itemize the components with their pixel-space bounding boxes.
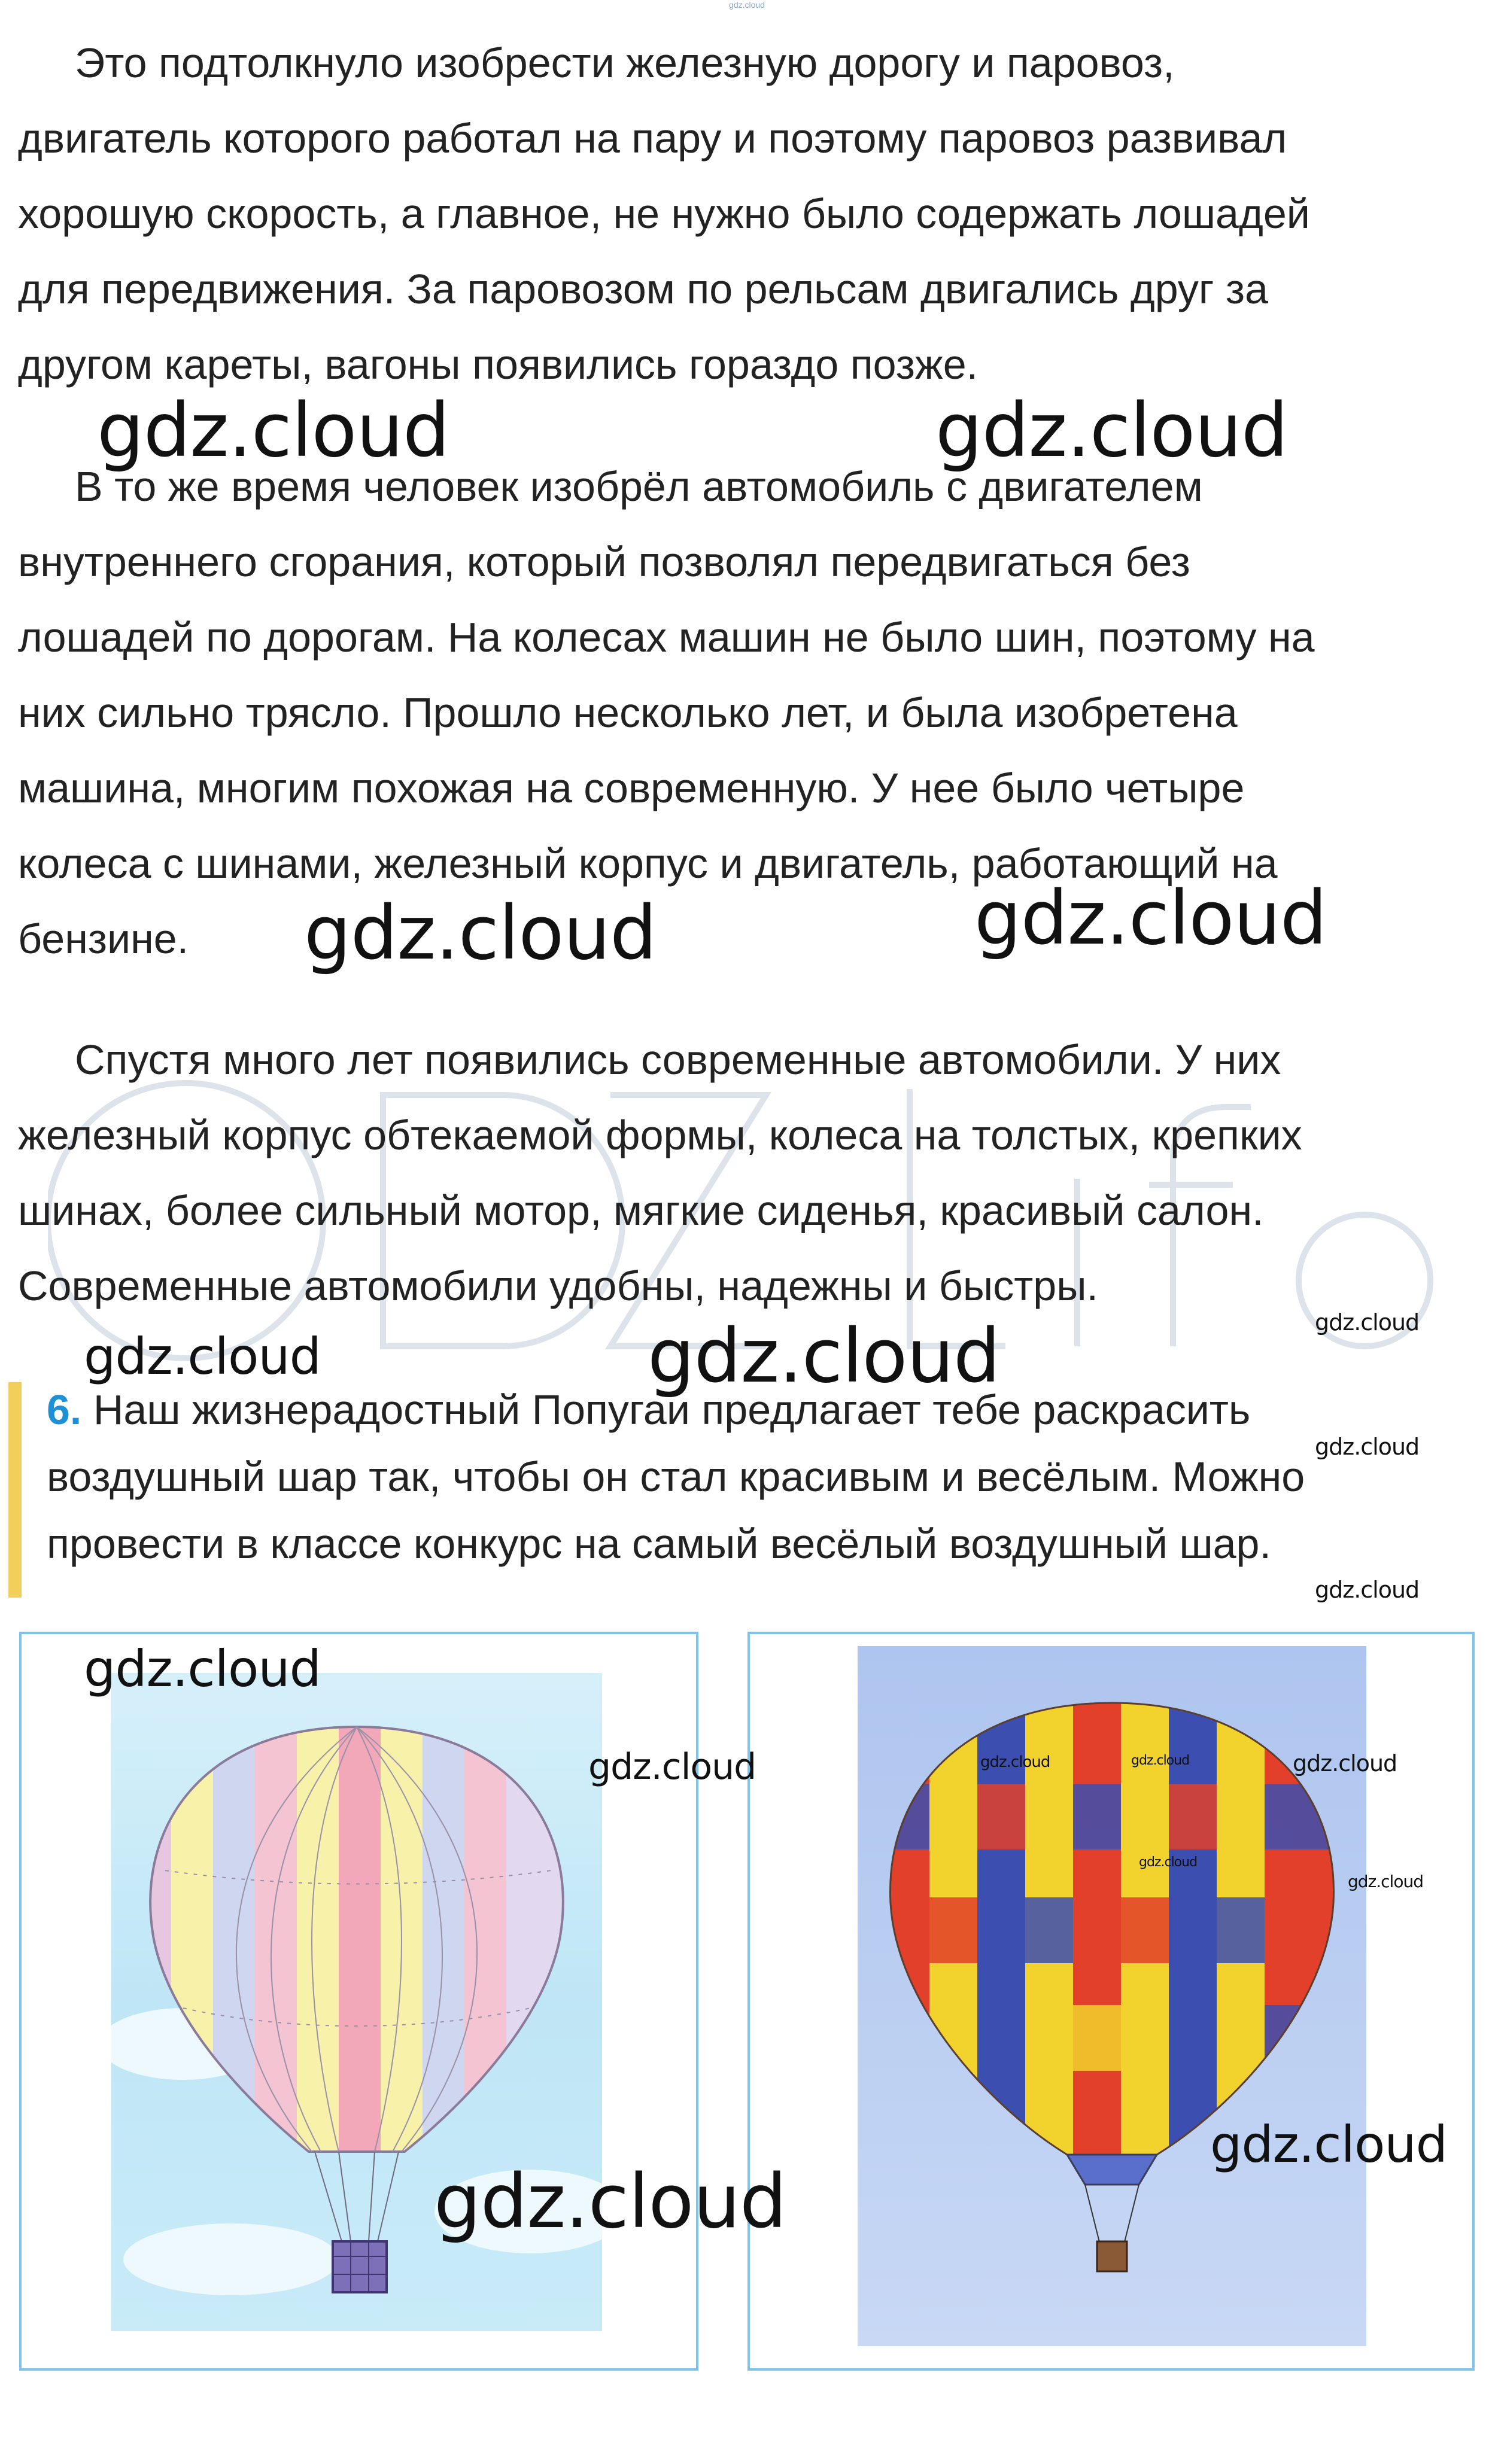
watermark-text: gdz.cloud <box>974 875 1327 962</box>
task-number: 6. <box>47 1386 82 1433</box>
paragraph-line: другом кареты, вагоны появились гораздо позже. <box>18 341 979 388</box>
watermark-text: gdz.cloud <box>1315 1434 1420 1460</box>
watermark-text: gdz.cloud <box>304 890 657 977</box>
watermark-text: gdz.cloud <box>1315 1577 1420 1603</box>
paragraph-line: В то же время человек изобрёл автомобиль с двигателем <box>75 463 1203 510</box>
watermark-text: gdz.cloud <box>1210 2115 1447 2174</box>
task-line: воздушный шар так, чтобы он стал красивым и весёлым. Можно <box>47 1453 1305 1500</box>
task-line: провести в классе конкурс на самый весёлый воздушный шар. <box>47 1520 1271 1567</box>
watermark-text: gdz.cloud <box>84 1327 321 1386</box>
paragraph-line: шинах, более сильный мотор, мягкие сиденья, красивый салон. <box>18 1187 1264 1234</box>
watermark-text: gdz.cloud <box>97 388 449 474</box>
balloon-photo-image <box>747 1632 1475 2371</box>
paragraph-line: них сильно трясло. Прошло несколько лет, и была изобретена <box>18 689 1238 736</box>
paragraph-line: двигатель которого работал на пару и поэтому паровоз развивал <box>18 115 1287 162</box>
colored-balloon-image <box>19 1632 698 2371</box>
top-site-mark: gdz.cloud <box>729 0 765 10</box>
paragraph-railway <box>18 25 1466 402</box>
watermark-text: gdz.cloud <box>84 1639 321 1698</box>
balloon-sketch-illustration <box>111 1646 602 2358</box>
paragraph-line: бензине. <box>18 915 189 962</box>
watermark-text: gdz.cloud <box>935 388 1288 474</box>
paragraph-line: внутреннего сгорания, который позволял передвигаться без <box>18 539 1190 585</box>
watermark-text: gdz.cloud <box>1315 1309 1420 1336</box>
task-6 <box>0 1376 1489 1604</box>
task-text <box>47 1376 1471 1577</box>
watermark-text: gdz.cloud <box>1139 1855 1198 1870</box>
watermark-text: gdz.cloud <box>434 2159 786 2245</box>
watermark-text: gdz.cloud <box>1131 1753 1190 1768</box>
task-line: 6. Наш жизнерадостный Попугаи предлагает тебе раскрасить <box>47 1386 1251 1433</box>
watermark-text: gdz.cloud <box>1293 1750 1397 1776</box>
task-accent-bar <box>8 1382 22 1598</box>
watermark-text: gdz.cloud <box>648 1313 1000 1400</box>
paragraph-line: хорошую скорость, а главное, не нужно было содержать лошадей <box>18 190 1310 237</box>
balloon-photo <box>858 1646 1366 2346</box>
paragraph-line: для передвижения. За паровозом по рельсам двигались друг за <box>18 266 1268 312</box>
paragraph-line: Современные автомобили удобны, надежны и быстры. <box>18 1263 1098 1309</box>
paragraph-line: железный корпус обтекаемой формы, колеса на толстых, крепких <box>18 1112 1302 1158</box>
paragraph-line: лошадей по дорогам. На колесах машин не было шин, поэтому на <box>18 614 1315 661</box>
watermark-text: gdz.cloud <box>980 1753 1050 1771</box>
paragraph-line: машина, многим похожая на современную. У нее было четыре <box>18 765 1245 811</box>
watermark-text: gdz.cloud <box>1348 1872 1423 1891</box>
paragraph-modern-cars <box>18 1022 1466 1324</box>
paragraph-line: колеса с шинами, железный корпус и двигатель, работающий на <box>18 840 1278 887</box>
paragraph-line: Это подтолкнуло изобрести железную дорогу и паровоз, <box>75 39 1175 86</box>
watermark-text: gdz.cloud <box>588 1746 756 1788</box>
paragraph-line: Спустя много лет появились современные автомобили. У них <box>75 1036 1281 1083</box>
